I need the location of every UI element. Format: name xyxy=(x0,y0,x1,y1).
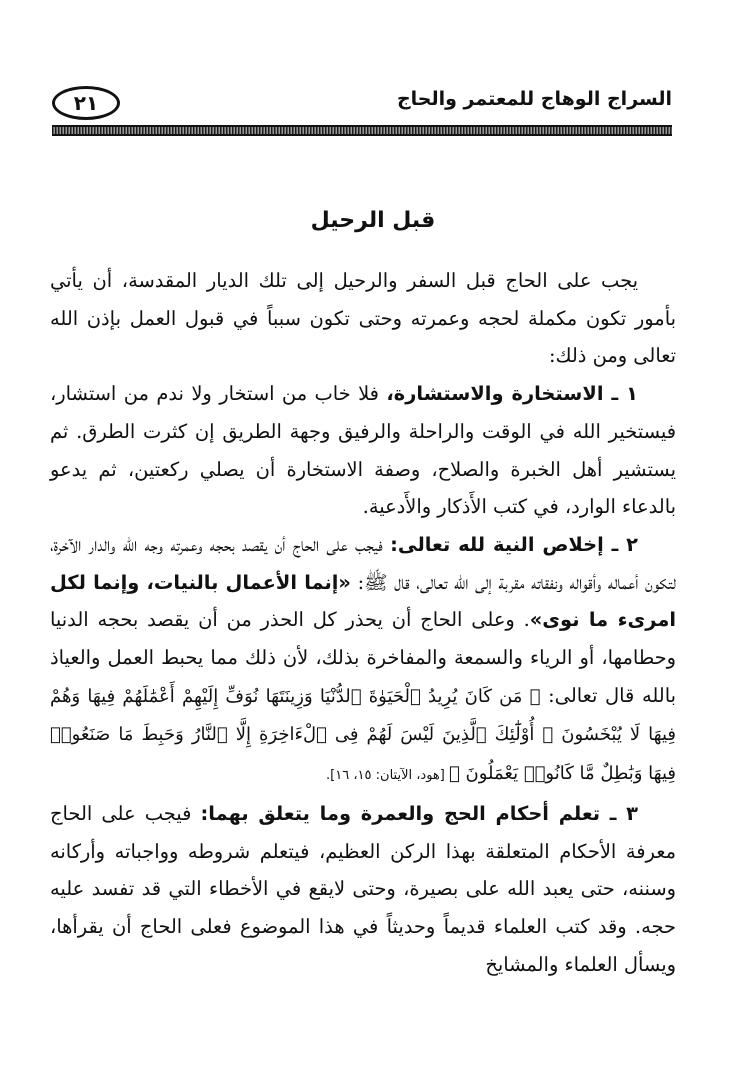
hadith-quote: «إنما الأعمال بالنيات، وإنما لكل امرىء ما نوى» xyxy=(50,570,676,632)
item-heading: ١ ـ الاستخارة والاستشارة، xyxy=(386,382,638,406)
item-istikhara xyxy=(50,375,676,526)
quran-verse: ﴿ مَن كَانَ يُرِيدُ ٱلْحَيَوٰةَ ٱلدُّنْيَا وَزِينَتَهَا نُوَفِّ إِلَيْهِمْ أَعْمَٰلَهُمْ فِيهَا وَهُمْ فِيهَا لَا يُبْخَسُونَ ۞ أُوْلَٰٓئِكَ ٱلَّذِينَ لَيْسَ لَهُمْ فِى ٱلْءَاخِرَةِ إِلَّا ٱلنَّارُ وَحَبِطَ مَا صَنَعُوا۟ فِيهَا وَبَٰطِلٌ مَّا كَانُوا۟ يَعْمَلُونَ ﴾ xyxy=(50,685,676,785)
item-heading: ٢ ـ إخلاص النية لله تعالى: xyxy=(390,532,638,556)
item-text: فيجب على الحاج معرفة الأحكام المتعلقة بهذا الركن العظيم، فيتعلم شروطه وواجباته وأركانه وسننه، حتى يعبد الله على بصيرة، وحتى لايقع في الأخطاء التي قد تفسد عليه حجه. وقد كتب العلماء قديماً وحديثاً في هذا الموضوع فعلى الحاج أن يقرأها، ويسأل العلماء والمشايخ xyxy=(50,801,676,976)
item-text: فيجب على الحاج أن يقصد بحجه وعمرته وجه الله والدار الآخرة، لتكون أعماله وأقواله ونفقاته مقربة إلى الله تعالى، قال ﷺ: xyxy=(50,532,676,594)
body-text xyxy=(50,262,676,983)
item-ikhlas xyxy=(50,526,676,795)
item-heading: ٣ ـ تعلم أحكام الحج والعمرة وما يتعلق بهما: xyxy=(200,801,638,825)
running-header xyxy=(52,84,672,124)
header-rule xyxy=(52,125,672,136)
intro-paragraph: يجب على الحاج قبل السفر والرحيل إلى تلك الديار المقدسة، أن يأتي بأمور تكون مكملة لحجه وعمرته وحتى تكون سبباً في قبول العمل بإذن الله تعالى ومن ذلك: xyxy=(50,269,676,368)
section-title: قبل الرحيل xyxy=(310,208,436,233)
item-text: . وعلى الحاج أن يحذر كل الحذر من أن يقصد بحجه الدنيا وحطامها، أو الرياء والسمعة والمفاخرة بذلك، لأن ذلك مما يحبط العمل والعياذ بالله قال تعالى: xyxy=(50,608,676,707)
running-title: السراج الوهاج للمعتمر والحاج xyxy=(396,88,672,110)
item-text: فلا خاب من استخار ولا ندم من استشار، فيستخير الله في الوقت والراحلة والرفيق وجهة الطريق إن كثرت الطرق. ثم يستشير أهل الخبرة والصلاح، وصفة الاستخارة أن يصلي ركعتين، ثم يدعو بالدعاء الوارد، في كتب الأَذكار والأَدعية. xyxy=(50,382,676,519)
page-number: ٢١ xyxy=(52,86,120,120)
item-taallum xyxy=(50,795,676,984)
verse-reference: [هود، الآيتان: ١٥، ١٦]. xyxy=(326,768,449,784)
